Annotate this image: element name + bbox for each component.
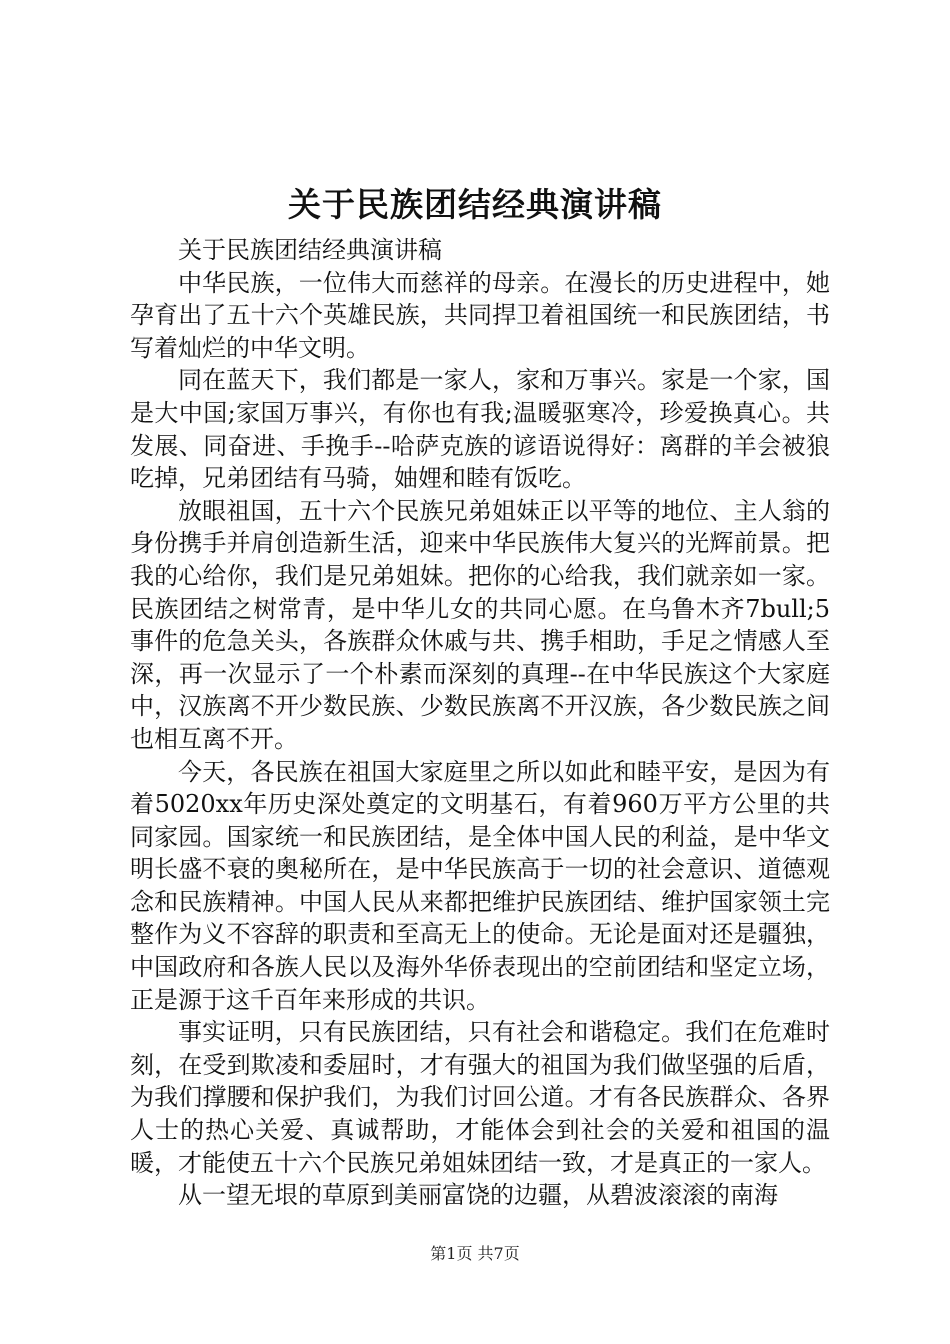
page-number-footer: 第1页 共7页 (430, 1244, 520, 1263)
body-paragraph: 同在蓝天下，我们都是一家人，家和万事兴。家是一个家，国是大中国;家国万事兴，有你也有我;温暖驱寒冷，珍爱换真心。共发展、同奋进、手挽手--哈萨克族的谚语说得好：离群的羊会被狼吃掉，兄弟团结有马骑，妯娌和睦有饭吃。 (130, 366, 830, 493)
body-paragraph: 关于民族团结经典演讲稿 (178, 236, 442, 264)
body-paragraph: 中华民族，一位伟大而慈祥的母亲。在漫长的历史进程中，她孕育出了五十六个英雄民族，共同捍卫着祖国统一和民族团结，书写着灿烂的中华文明。 (130, 268, 830, 362)
document-body (130, 234, 830, 1212)
body-paragraph: 今天，各民族在祖国大家庭里之所以如此和睦平安，是因为有着5020xx年历史深处奠定的文明基石，有着960万平方公里的共同家园。国家统一和民族团结，是全体中国人民的利益，是中华文明长盛不衰的奥秘所在，是中华民族高于一切的社会意识、道德观念和民族精神。中国人民从来都把维护民族团结、维护国家领土完整作为义不容辞的职责和至高无上的使命。无论是面对还是疆独，中国政府和各族人民以及海外华侨表现出的空前团结和坚定立场，正是源于这千百年来形成的共识。 (130, 757, 830, 1014)
body-paragraph: 放眼祖国，五十六个民族兄弟姐妹正以平等的地位、主人翁的身份携手并肩创造新生活，迎来中华民族伟大复兴的光辉前景。把我的心给你，我们是兄弟姐妹。把你的心给我，我们就亲如一家。民族团结之树常青，是中华儿女的共同心愿。在乌鲁木齐7bull;5事件的危急关头，各族群众休戚与共、携手相助，手足之情感人至深，再一次显示了一个朴素而深刻的真理--在中华民族这个大家庭中，汉族离不开少数民族、少数民族离不开汉族，各少数民族之间也相互离不开。 (130, 496, 830, 753)
document-title: 关于民族团结经典演讲稿 (288, 185, 662, 224)
body-paragraph: 从一望无垠的草原到美丽富饶的边疆，从碧波滚滚的南海 (178, 1181, 778, 1210)
body-paragraph: 事实证明，只有民族团结，只有社会和谐稳定。我们在危难时刻，在受到欺凌和委屈时，才有强大的祖国为我们做坚强的后盾，为我们撑腰和保护我们，为我们讨回公道。才有各民族群众、各界人士的热心关爱、真诚帮助，才能体会到社会的关爱和祖国的温暖，才能使五十六个民族兄弟姐妹团结一致，才是真正的一家人。 (130, 1018, 830, 1177)
